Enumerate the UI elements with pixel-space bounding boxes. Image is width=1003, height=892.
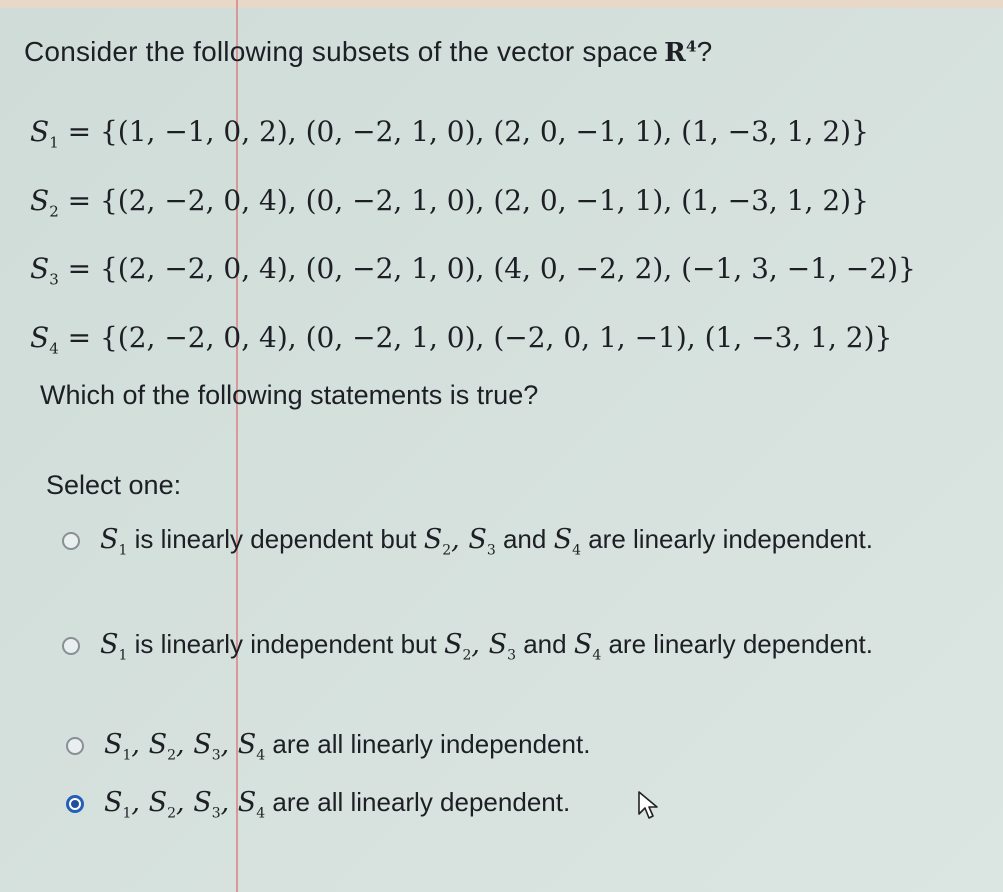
option-2-label[interactable]: $S_1$ is linearly independent but $S_2$, $S_3$ and $S_4$ are linearly dependent. [100, 629, 873, 664]
radio-selected-dot [71, 800, 79, 808]
select-one-label: Select one: [46, 470, 182, 500]
vector-space-symbol: $R^4$ [664, 37, 697, 68]
radio-button-option-4-selected[interactable] [66, 795, 84, 813]
set-s3-definition: $S_3 = \{(2$, −2, 0, 4), (0, −2, 1, 0), (4, 0, −2, 2), (−1, 3, −1, −2)} [30, 252, 916, 289]
radio-button-option-2[interactable] [62, 637, 80, 655]
option-3-label[interactable]: $S_1$, $S_2$, $S_3$, $S_4$ are all linearly independent. [104, 729, 591, 764]
set-s4-definition: $S_4 = \{(2$, −2, 0, 4), (0, −2, 1, 0), (−2, 0, 1, −1), (1, −3, 1, 2)} [30, 320, 893, 358]
answer-option-1[interactable] [62, 524, 873, 558]
radio-button-option-3[interactable] [66, 737, 84, 755]
answer-option-4[interactable] [66, 787, 570, 821]
top-band [0, 0, 1003, 8]
set-definitions [30, 103, 916, 377]
answer-option-3[interactable] [66, 729, 590, 763]
mouse-pointer-icon [637, 790, 659, 822]
question-prompt: Which of the following statements is true? [40, 380, 539, 410]
answer-option-2[interactable] [62, 629, 873, 663]
radio-button-option-1[interactable] [62, 532, 80, 550]
set-s1-definition: $S_1 = \{(1$, −1, 0, 2), (0, −2, 1, 0), (2, 0, −1, 1), (1, −3, 1, 2)} [30, 115, 869, 152]
question-title: Consider the following subsets of the vector space $R^4$? [24, 36, 713, 68]
set-s2-definition: $S_2 = \{(2$, −2, 0, 4), (0, −2, 1, 0), (2, 0, −1, 1), (1, −3, 1, 2)} [30, 183, 869, 221]
option-1-label[interactable]: $S_1$ is linearly dependent but $S_2$, $S_3$ and $S_4$ are linearly independent. [100, 524, 873, 559]
option-4-label[interactable]: $S_1$, $S_2$, $S_3$, $S_4$ are all linearly dependent. [104, 787, 571, 822]
